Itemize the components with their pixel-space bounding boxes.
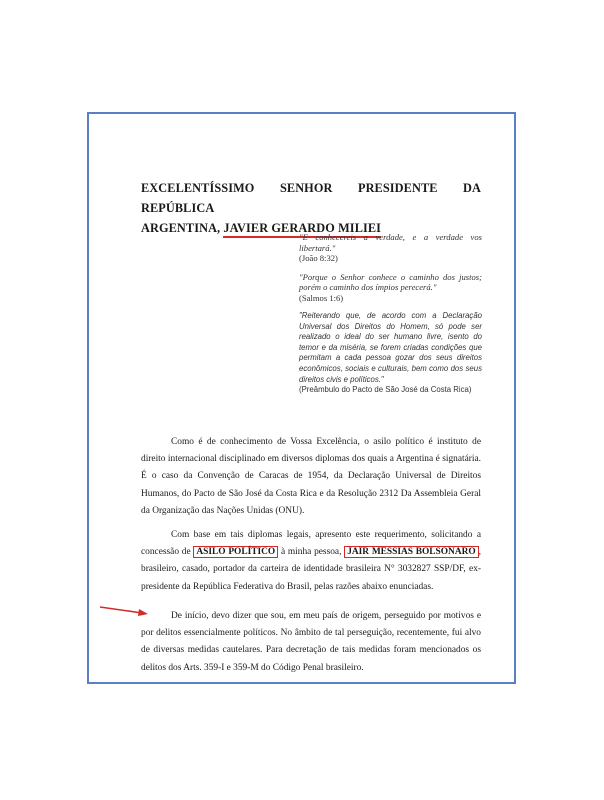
paragraph-2 [141, 527, 481, 596]
p2-text-c: , brasileiro, casado, portador da carteira de identidade brasileira N° 3032827 SSP/DF, ex-presidente da República Federativa do Brasil, pelas razões abaixo enunciadas. [141, 547, 481, 592]
paragraph-3: De início, devo dizer que sou, em meu país de origem, perseguido por motivos e por delitos essencialmente políticos. No âmbito de tal perseguição, recentemente, fui alvo de diversas medidas cautelares. Para decretação de tais medidas foram mencionados os delitos dos Arts. 359-I e 359-M do Código Penal brasileiro. [141, 611, 481, 673]
name-highlight: JAIR MESSIAS BOLSONARO [344, 546, 478, 558]
p2-text-a: Com base em tais diplomas legais, apresento este requerimento, solicitando a concessão de [141, 530, 481, 558]
epigraph-quote: "E conhecereis a verdade, e a verdade vos libertará." [299, 232, 482, 253]
heading-line-1: EXCELENTÍSSIMO SENHOR PRESIDENTE DA REPÚBLICA [141, 181, 481, 215]
epigraphs [299, 232, 482, 404]
epigraph-ref: (Salmos 1:6) [299, 292, 344, 303]
epigraph-1 [299, 232, 482, 264]
p2-text-b: à minha pessoa, [278, 547, 345, 558]
asylum-highlight: ASILO POLÍTICO [193, 546, 278, 558]
epigraph-3 [299, 311, 482, 396]
epigraph-quote: "Porque o Senhor conhece o caminho dos justos; porém o caminho dos ímpios perecerá." [299, 271, 482, 292]
epigraph-quote: "Reiterando que, de acordo com a Declaração Universal dos Direitos do Homem, só pode ser realizado o ideal do ser humano livre, isento do temor e da miséria, se forem criadas condições que permitam a cada pessoa gozar dos seus direitos econômicos, sociais e culturais, bem como dos seus direitos civis e políticos." [299, 311, 482, 384]
epigraph-2 [299, 272, 482, 304]
paragraph-1: Como é de conhecimento de Vossa Excelência, o asilo político é instituto de direito internacional disciplinado em diversos diplomas dos quais a Argentina é signatária. É o caso da Convenção de Caracas de 1954, da Declaração Universal de Direitos Humanos, do Pacto de São José da Costa Rica e da Resolução 2312 Da Assembleia Geral da Organização das Nações Unidas (ONU). [141, 437, 481, 516]
heading-prefix: ARGENTINA, [141, 221, 224, 235]
document-heading [141, 178, 481, 238]
underlined-name: JAVIER GERARDO MILIEI [223, 221, 381, 238]
epigraph-ref: (Preâmbulo do Pacto de São José da Costa Rica) [299, 385, 472, 395]
epigraph-ref: (João 8:32) [299, 253, 338, 263]
